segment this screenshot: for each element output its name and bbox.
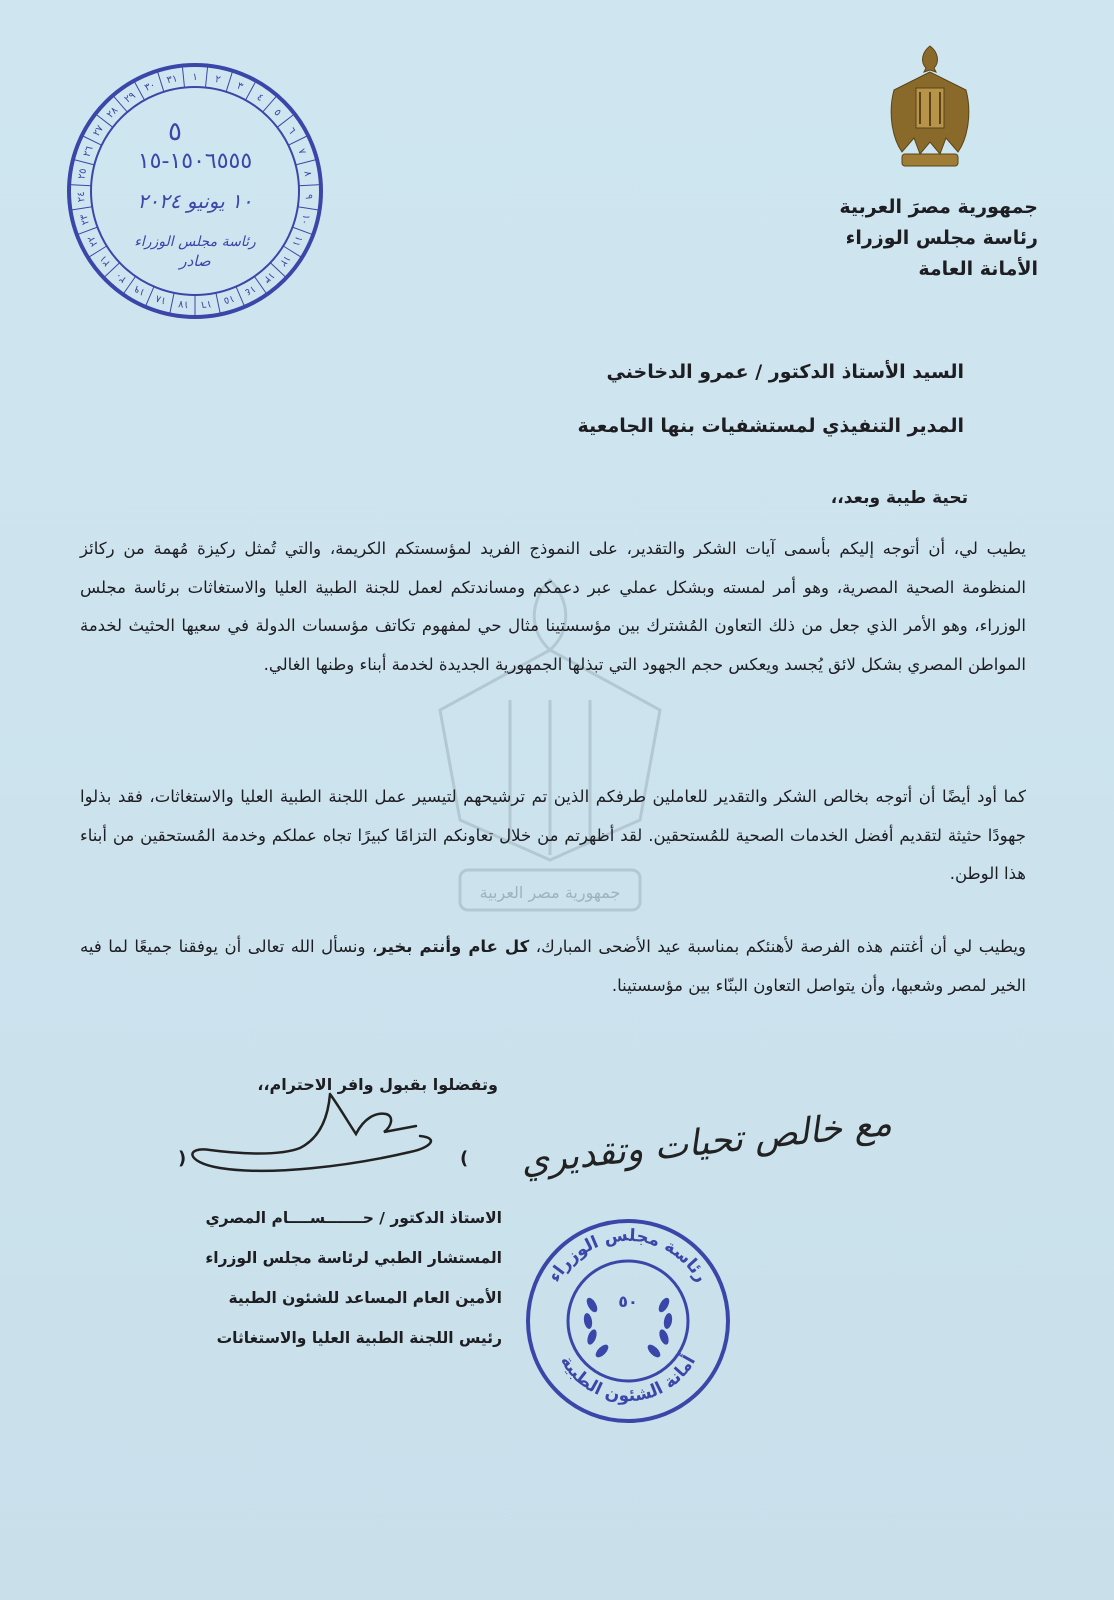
stamp-ring-divider xyxy=(236,287,245,307)
addressee-title: المدير التنفيذي لمستشفيات بنها الجامعية xyxy=(577,415,964,437)
stamp-ring-divider xyxy=(216,293,221,315)
stamp-ring-divider xyxy=(288,136,308,146)
stamp-ring-divider xyxy=(170,293,175,315)
stamp-ring-number: ١٦ xyxy=(200,297,213,310)
stamp-ring-number: ٣ xyxy=(235,80,245,93)
stamp-ring-number: ٢٣ xyxy=(78,212,92,227)
stamp-ring-divider xyxy=(277,114,294,127)
stamp-ring-number: ٢٨ xyxy=(104,105,121,121)
stamp-ring-number: ١٢ xyxy=(277,252,293,269)
stamp-ring-number: ١٥ xyxy=(222,292,236,307)
body-paragraph-2: كما أود أيضًا أن أتوجه بخالص الشكر والتقدير للعاملين طرفكم الذين تم ترشيحهم لتيسير عمل اللجنة الطبية العليا والاستغاثات، فقد بذلوا جهودًا حثيثة لتقديم أفضل الخدمات الصحية للمُستحقين. لقد أظهرتم من خلال تعاونكم التزامًا كبيرًا تجاه عملكم وخدمة المُستحقين من أبناء هذا الوطن. xyxy=(80,787,1026,883)
stamp-ring-divider xyxy=(206,66,208,88)
stamp-ring-number: ٦ xyxy=(285,125,298,137)
stamp-ring-divider xyxy=(226,71,233,92)
stamp-ring-number: ٢٩ xyxy=(122,90,138,106)
stamp-ring-number: ٤ xyxy=(254,91,266,104)
stamp-issuer: رئاسة مجلس الوزراء xyxy=(134,234,256,250)
stamp-ring-number: ١٤ xyxy=(242,282,258,298)
signature-scribble xyxy=(180,1078,480,1188)
stamp-ring-divider xyxy=(263,95,277,112)
signatory-title-2: الأمين العام المساعد للشئون الطبية xyxy=(228,1289,502,1307)
eagle-emblem-icon xyxy=(880,42,980,172)
stamp-ring-number: ٢٧ xyxy=(91,123,107,139)
addressee-block xyxy=(264,345,964,453)
stamp-ring-divider xyxy=(77,227,98,235)
stamp-ring-divider xyxy=(73,159,94,165)
stamp-ring-number: ٨ xyxy=(301,170,314,178)
stamp-date: ١٠ يونيو ٢٠٢٤ xyxy=(137,189,253,213)
stamp-ring-number: ٢٥ xyxy=(76,167,90,180)
signatory-title-1: المستشار الطبي لرئاسة مجلس الوزراء xyxy=(205,1249,502,1267)
stamp-ring-number: ٧ xyxy=(295,147,308,157)
stamp-ring-number: ١٨ xyxy=(154,292,168,307)
stamp-ref-number: ١٥٠٦٥٥٥-١٥ xyxy=(137,149,253,174)
stamp-ring-number: ١ xyxy=(192,72,198,83)
svg-text:أمانة الشئون الطبية xyxy=(556,1351,700,1406)
stamp-ring-number: ٢٢ xyxy=(85,233,101,249)
closing-line: وتفضلوا بقبول وافر الاحترام،، xyxy=(257,1075,498,1094)
stamp-ring-number: ٣١ xyxy=(165,73,179,87)
signatory-title-3: رئيس اللجنة الطبية العليا والاستغاثات xyxy=(216,1329,502,1347)
stamp-ring-divider xyxy=(71,207,93,210)
seal-bottom-text: أمانة الشئون الطبية xyxy=(556,1352,700,1407)
stamp-status: صادر xyxy=(179,252,211,270)
addressee-name: السيد الأستاذ الدكتور / عمرو الدخاخني xyxy=(606,361,964,383)
stamp-ring-divider xyxy=(296,159,317,165)
stamp-ring-number: ٢ xyxy=(214,73,222,86)
stamp-ring-number: ٢١ xyxy=(97,252,113,269)
stamp-ring-number: ٢٦ xyxy=(81,144,96,159)
round-seal xyxy=(522,1215,734,1427)
org-country: جمهورية مصرَ العربية xyxy=(839,196,1038,218)
stamp-ring-divider xyxy=(298,207,320,210)
p3-bold-wish: كل عام وأنتم بخير xyxy=(377,937,530,956)
watermark-text: جمهورية مصر العربية xyxy=(479,883,621,902)
body-paragraph-1: يطيب لي، أن أتوجه إليكم بأسمى آيات الشكر والتقدير، على النموذج الفريد لمؤسستكم الكريمة، والتي تُمثل ركيزة مُهمة من ركائز المنظومة الصحية المصرية، وهو أمر لمسته وبشكل عملي عبر دعمكم ومساندتكم لعمل للجنة الطبية العليا والاستغاثات برئاسة مجلس الوزراء، وهو الأمر الذي جعل من ذلك التعاون المُشترك بين مؤسستينا مثال حي لمفهوم تكاتف مؤسسات الدولة في سعيها الحثيث لخدمة المواطن المصري بشكل لائق يُجسد ويعكس حجم الجهود التي تبذلها الجمهورية الجديدة لخدمة أبناء وطنها الغالي. xyxy=(80,539,1026,674)
date-stamp xyxy=(64,60,326,322)
signatory-block xyxy=(32,1198,502,1358)
stamp-ring-number: ١٩ xyxy=(132,282,148,298)
org-presidency: رئاسة مجلس الوزراء xyxy=(845,227,1038,249)
handwritten-note: مع خالص تحيات وتقديري xyxy=(518,1102,894,1183)
stamp-ring-divider xyxy=(157,71,164,92)
svg-text:رئاسة مجلس الوزراء xyxy=(545,1225,712,1286)
stamp-ring-divider xyxy=(246,81,257,100)
body-paragraph-3 xyxy=(80,928,1026,1005)
paren-close: ) xyxy=(460,1148,469,1169)
stamp-ring-number: ٢٠ xyxy=(113,269,129,285)
p3-text-start: ويطيب لي أن أغتنم هذه الفرصة لأهنئكم بمناسبة عيد الأضحى المبارك، xyxy=(529,937,1026,956)
stamp-ring-number: ١٠ xyxy=(298,212,312,227)
stamp-ring-number: ٩ xyxy=(302,193,315,200)
greeting: تحية طيبة وبعد،، xyxy=(830,488,968,508)
paren-open: ( xyxy=(178,1148,187,1169)
stamp-ring-number: ١٧ xyxy=(177,297,190,310)
stamp-ring-divider xyxy=(299,185,321,186)
stamp-ring-number: ١٣ xyxy=(261,269,277,285)
stamp-mark: ٥ xyxy=(168,117,182,147)
stamp-ring-divider xyxy=(69,185,91,186)
stamp-ring-divider xyxy=(182,66,184,88)
seal-top-text: رئاسة مجلس الوزراء xyxy=(544,1225,712,1286)
seal-center-number: ٥٠ xyxy=(618,1292,638,1311)
stamp-ring-number: ٣٠ xyxy=(143,79,158,94)
stamp-ring-number: ٥ xyxy=(271,107,284,119)
p3-text-end: ، ونسأل الله تعالى أن يوفقنا جميعًا لما فيه الخير لمصر وشعبها، وأن يتواصل التعاون البنّاء بين مؤسستينا. xyxy=(80,937,1026,995)
org-secretariat: الأمانة العامة xyxy=(918,258,1038,280)
stamp-ring-number: ٢٤ xyxy=(75,191,88,203)
org-header xyxy=(718,192,1038,285)
signatory-name: الاستاذ الدكتور / حـــــــســــام المصري xyxy=(205,1209,502,1227)
stamp-ring-number: ١١ xyxy=(289,233,305,249)
